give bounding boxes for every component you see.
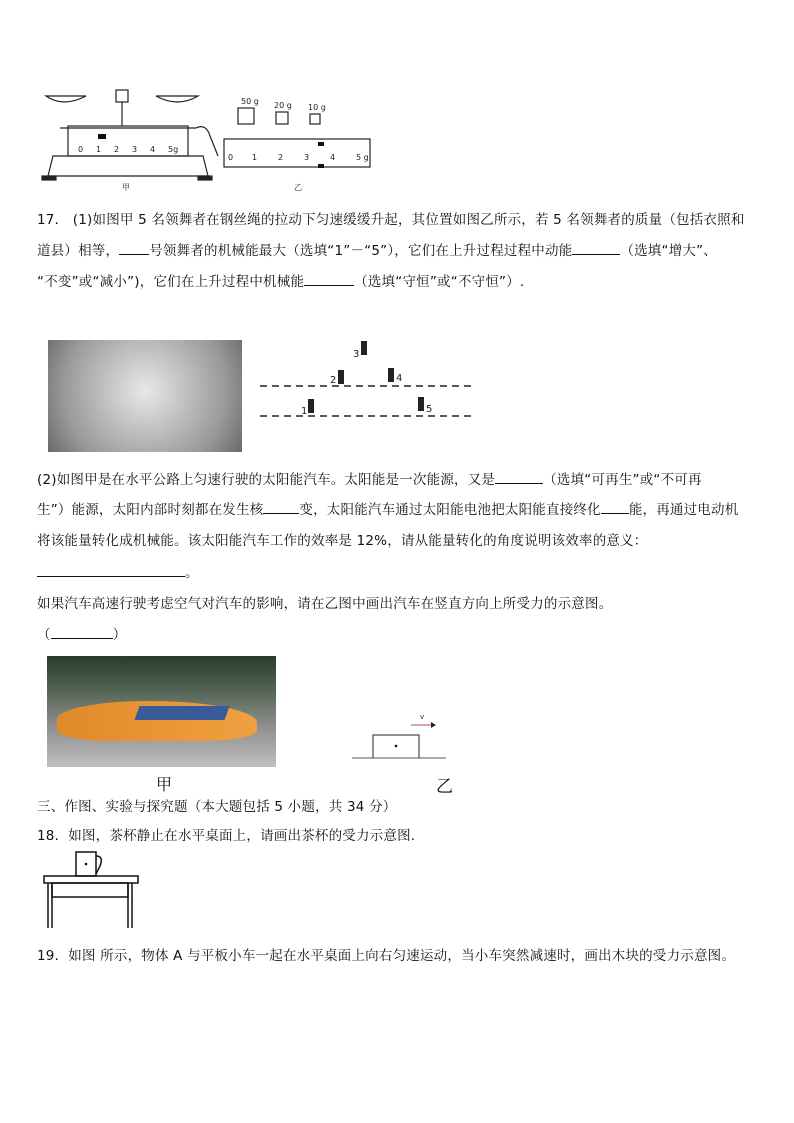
answer-blank[interactable]	[119, 242, 149, 255]
tick-label: 2	[114, 145, 120, 154]
text: （选填“增大”、	[620, 243, 717, 259]
dancer-positions-diagram	[255, 333, 477, 425]
answer-blank[interactable]	[263, 501, 299, 514]
q18-text: 18．如图，茶杯静止在水平桌面上，请画出茶杯的受力示意图.	[37, 828, 416, 844]
text: 号领舞者的机械能最大（选填“1”－“5”），它们在上升过程过程中动能	[149, 243, 573, 259]
figure-label-jia: 甲	[122, 183, 130, 192]
tick-label: 2	[278, 153, 284, 162]
text: 生”）能源，太阳内部时刻都在发生核	[37, 502, 264, 518]
dancer-label: 3	[353, 349, 360, 360]
answer-blank[interactable]	[601, 501, 629, 514]
solar-car-photo	[47, 656, 276, 767]
q17-part2-line5: 如果汽车高速行驶考虑空气对汽车的影响，请在乙图中画出汽车在竖直方向上所受力的示意图。	[37, 596, 613, 612]
tick-label: 4	[150, 145, 156, 154]
answer-blank[interactable]	[51, 626, 113, 639]
tick-label: 5g	[168, 145, 179, 154]
answer-blank[interactable]	[37, 564, 185, 577]
tick-label: 4	[330, 153, 336, 162]
answer-blank[interactable]	[304, 273, 354, 286]
dancers-photo	[48, 340, 242, 452]
dancer-label: 1	[301, 406, 308, 417]
text: ）	[112, 627, 127, 643]
car-figure-label-yi: 乙	[436, 777, 453, 797]
text: （选填“守恒”或“不守恒”）.	[354, 274, 525, 290]
tick-label: 3	[304, 153, 310, 162]
balance-figure	[38, 86, 378, 194]
velocity-label: v	[420, 713, 425, 721]
text: （	[37, 627, 51, 643]
text: (2)如图甲是在水平公路上匀速行驶的太阳能汽车。太阳能是一次能源，又是	[37, 472, 496, 488]
dancer-label: 5	[426, 404, 433, 415]
dancer-label: 4	[396, 373, 403, 384]
text: 变，太阳能汽车通过太阳能电池把太阳能直接终化	[299, 502, 601, 518]
q17-part2-line3: 将该能量转化成机械能。该太阳能汽车工作的效率是 12%，请从能量转化的角度说明该效率的意义：	[37, 533, 648, 549]
weight-label: 50 g	[241, 97, 259, 106]
figure-label-yi: 乙	[294, 183, 302, 192]
q17-part2-line1	[37, 468, 702, 488]
car-force-diagram	[348, 705, 468, 765]
tick-label: 1	[252, 153, 258, 162]
q17-part2-line4	[37, 561, 199, 581]
tick-label: 0	[78, 145, 84, 154]
table-cup-figure	[40, 850, 140, 930]
solar-panel	[134, 706, 229, 720]
weight-label: 20 g	[274, 101, 292, 110]
tick-label: 3	[132, 145, 138, 154]
text: （选填“可再生”或“不可再	[543, 472, 702, 488]
text: 。	[185, 565, 199, 581]
q17-part2-line2	[37, 498, 738, 518]
q17-part1-line1: 17． (1)如图甲 5 名领舞者在钢丝绳的拉动下匀速缓缓升起，其位置如图乙所示，若 5 名领舞者的质量（包括衣照和	[37, 212, 745, 228]
section3-title: 三、作图、实验与探究题（本大题包括 5 小题，共 34 分）	[37, 799, 397, 815]
answer-blank[interactable]	[495, 471, 543, 484]
tick-label: 0	[228, 153, 234, 162]
weight-label: 10 g	[308, 103, 326, 112]
car-figure-label-jia: 甲	[156, 775, 173, 794]
text: “不变”或“减小”)，它们在上升过程中机械能	[37, 274, 305, 290]
text: 道县）相等，	[37, 243, 120, 259]
q17-part1-line3	[37, 270, 524, 290]
tick-label: 5 g	[356, 153, 369, 162]
dancer-label: 2	[330, 375, 337, 386]
text: 能，再通过电动机	[628, 502, 739, 518]
answer-blank[interactable]	[572, 242, 620, 255]
tick-label: 1	[96, 145, 102, 154]
q19-text: 19．如图 所示，物体 A 与平板小车一起在水平桌面上向右匀速运动，当小车突然减速时，画出木块的受力示意图。	[37, 948, 736, 964]
q17-part1-line2	[37, 239, 717, 259]
q17-part2-answer	[37, 623, 126, 643]
